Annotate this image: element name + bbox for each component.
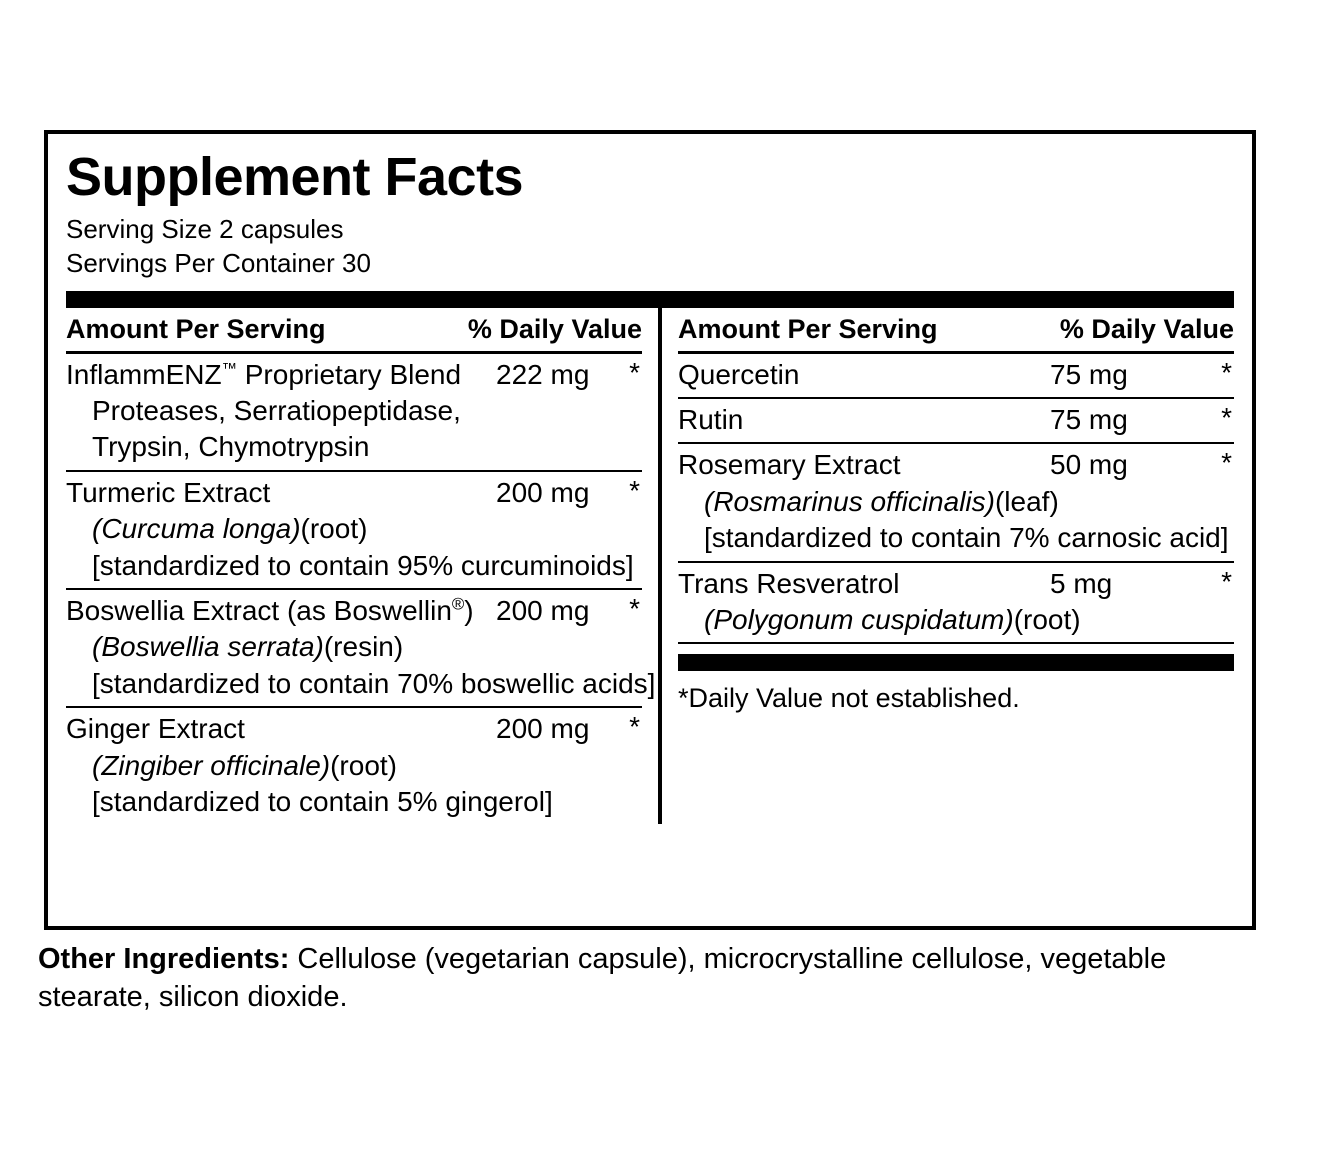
nutrient-amount: 200 mg	[496, 476, 590, 508]
column-header-right	[678, 308, 1234, 354]
header-amount-per-serving-left: Amount Per Serving	[66, 313, 326, 344]
latin-name: (Boswellia serrata)	[92, 631, 324, 663]
nutrient-daily-value: *	[1221, 402, 1232, 434]
nutrient-daily-value: *	[1221, 565, 1232, 597]
page-title: Supplement Facts	[66, 147, 524, 207]
plant-part: (root)	[1013, 603, 1081, 635]
nutrient-daily-value: *	[629, 356, 640, 388]
nutrient-column-right	[662, 308, 1234, 825]
nutrient-name: Rosemary Extract	[678, 449, 901, 481]
nutrient-subline	[66, 748, 642, 784]
latin-name: (Rosmarinus officinalis)	[704, 485, 995, 517]
table-row	[66, 708, 642, 824]
nutrient-name: Boswellia Extract (as Boswellin®)	[66, 594, 474, 626]
latin-name: (Polygonum cuspidatum)	[704, 603, 1014, 635]
nutrient-amount: 200 mg	[496, 713, 590, 745]
nutrient-standardization: [standardized to contain 5% gingerol]	[92, 785, 553, 817]
nutrient-name: Rutin	[678, 404, 744, 436]
daily-value-note: *Daily Value not established.	[678, 683, 1020, 714]
nutrient-name: Trans Resveratrol	[678, 567, 900, 599]
table-row	[678, 399, 1234, 444]
nutrient-standardization: [standardized to contain 7% carnosic acid]	[704, 522, 1229, 554]
table-row	[678, 354, 1234, 399]
plant-part: (root)	[300, 513, 368, 545]
nutrient-subline	[66, 511, 642, 547]
nutrient-subline	[66, 629, 642, 665]
nutrient-daily-value: *	[629, 711, 640, 743]
plant-part: (root)	[330, 749, 398, 781]
trademark-symbol: ™	[221, 360, 237, 378]
footer-rule	[678, 654, 1234, 671]
nutrient-name: Quercetin	[678, 358, 800, 390]
nutrient-standardization: [standardized to contain 70% boswellic acids]	[92, 667, 656, 699]
other-ingredients-label: Other Ingredients:	[38, 943, 290, 975]
table-row	[66, 354, 642, 472]
nutrient-name: InflammENZ™ Proprietary Blend	[66, 358, 462, 390]
supplement-facts-panel	[44, 130, 1256, 930]
nutrient-amount: 200 mg	[496, 594, 590, 626]
registered-symbol: ®	[451, 594, 465, 614]
nutrient-subline	[678, 602, 1234, 638]
column-header-left	[66, 308, 642, 354]
nutrient-name: Ginger Extract	[66, 713, 245, 745]
plant-part: (leaf)	[994, 485, 1059, 517]
nutrient-daily-value: *	[1221, 356, 1232, 388]
other-ingredients-text: Cellulose (vegetarian capsule), microcrystalline cellulose, vegetable stearate, silicon dioxide.	[38, 943, 1167, 1014]
nutrient-standardization: [standardized to contain 95% curcuminoids]	[92, 549, 634, 581]
nutrient-columns	[66, 308, 1234, 825]
nutrient-subline: Trypsin, Chymotrypsin	[92, 431, 370, 463]
nutrient-amount: 50 mg	[1050, 449, 1128, 481]
table-row	[66, 472, 642, 590]
table-row	[678, 563, 1234, 645]
nutrient-daily-value: *	[629, 474, 640, 506]
nutrient-subline	[678, 484, 1234, 520]
serving-size: Serving Size 2 capsules	[66, 214, 344, 244]
nutrient-name: Turmeric Extract	[66, 476, 271, 508]
header-rule	[66, 291, 1234, 308]
latin-name: (Zingiber officinale)	[92, 749, 331, 781]
nutrient-amount: 75 mg	[1050, 404, 1128, 436]
latin-name: (Curcuma longa)	[92, 513, 301, 545]
plant-part: (resin)	[323, 631, 404, 663]
table-row	[678, 444, 1234, 562]
nutrient-daily-value: *	[629, 592, 640, 624]
servings-per-container: Servings Per Container 30	[66, 248, 371, 279]
header-amount-per-serving-right: Amount Per Serving	[678, 313, 938, 344]
nutrient-amount: 5 mg	[1050, 567, 1113, 599]
table-row	[66, 590, 656, 708]
nutrient-daily-value: *	[1221, 447, 1232, 479]
header-daily-value-left: % Daily Value	[467, 313, 642, 344]
other-ingredients	[38, 940, 1283, 1017]
header-daily-value-right: % Daily Value	[1059, 313, 1234, 344]
nutrient-amount: 75 mg	[1050, 358, 1128, 390]
serving-info	[66, 212, 1234, 281]
nutrient-column-left	[66, 308, 658, 825]
nutrient-subline: Proteases, Serratiopeptidase,	[92, 395, 461, 427]
nutrient-amount: 222 mg	[496, 358, 590, 390]
